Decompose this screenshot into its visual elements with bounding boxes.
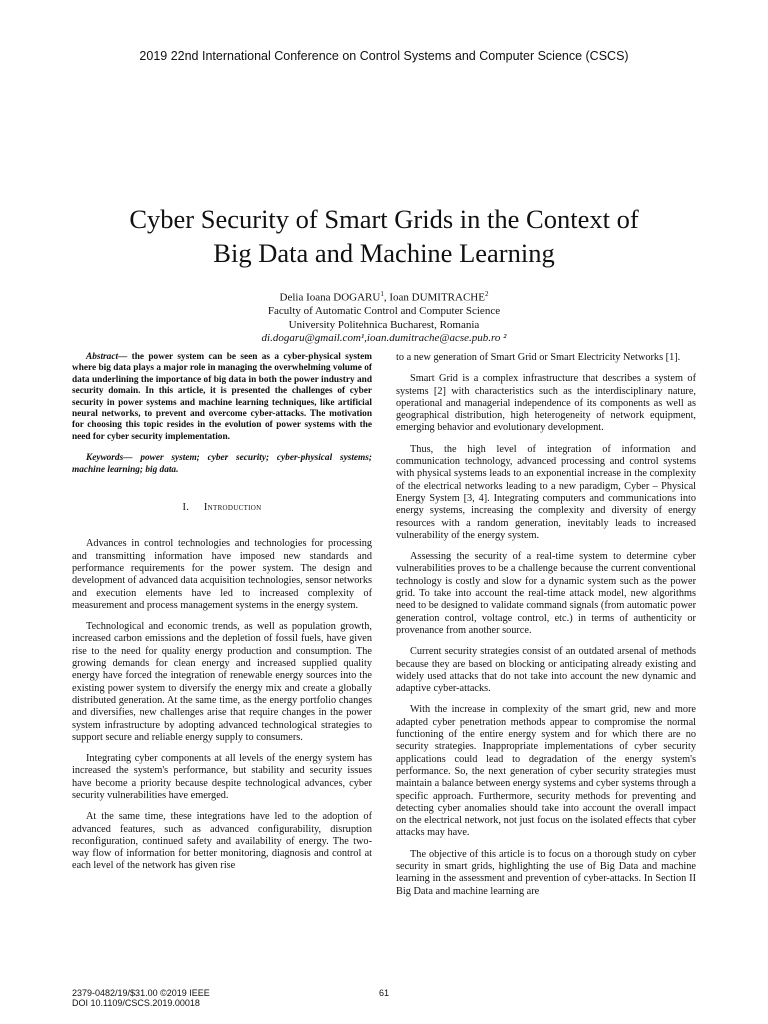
- affiliation-faculty: Faculty of Automatic Control and Computer Science: [267, 305, 501, 318]
- keywords-text: power system; cyber security; cyber-physical systems; machine learning; big data.: [72, 453, 372, 475]
- right-paragraph-2: Thus, the high level of integration of information and communication technology, advanced processing and control systems with physical systems leads to an exponential increase in the complexity of the electrical networks leading to a new paradigm, Cyber – Physical Energy System [3, 4]. Integrating computers and communications into energy systems, increasing the complexity and diversity of energy resources with a random generation, inevitably leads to increased vulnerability of the energy system.: [396, 443, 696, 541]
- intro-paragraph-4: At the same time, these integrations have led to the adoption of advanced features, such as advanced configurability, disruption reconfiguration, continued safety and availability of energy. The two-way flow of information for better monitoring, diagnosis and control at each level of the network has given rise: [72, 811, 372, 872]
- right-paragraph-3: Assessing the security of a real-time system to determine cyber vulnerabilities proves to be a challenge because the current conventional technology is costly and slow for a dynamic system such as the power grid. To take into account the real-time attack model, new algorithms need to be designed to validate command signals (from automatic power generation control, voltage control, etc.) in terms of authenticity or provenance from another source.: [396, 551, 696, 636]
- paper-title-line-1: Cyber Security of Smart Grids in the Context of: [129, 204, 639, 234]
- abstract-lead: Abstract—: [86, 352, 128, 362]
- right-paragraph-6: The objective of this article is to focus on a thorough study on cyber security in smart grids, highlighting the use of Big Data and machine learning in the assessment and prevention of cyber-attacks. In Section II Big Data and machine learning are: [396, 848, 696, 897]
- abstract-text: the power system can be seen as a cyber-physical system where big data plays a major role in managing the overwhelming volume of data underlining the importance of big data in both the power industry and security domain. In this article, it is presented the challenges of cyber security in power systems and machine learning techniques, like artificial neural networks, to prevent and overcome cyber-attacks. The motivation for choosing this topic resides in the evolution of power systems with the need for cyber security implementation.: [72, 352, 372, 442]
- author-block: [0, 288, 768, 346]
- author-1: Delia Ioana DOGARU: [279, 291, 381, 304]
- author-2-sup: 2: [484, 290, 489, 298]
- page-number: 61: [378, 988, 389, 998]
- keywords-lead: Keywords—: [86, 453, 133, 464]
- keywords: [72, 453, 372, 476]
- footer-issn: 2379-0482/19/$31.00 ©2019 IEEE: [72, 988, 210, 998]
- footer-doi: DOI 10.1109/CSCS.2019.00018: [72, 998, 200, 1008]
- paper-title-line-2: Big Data and Machine Learning: [213, 238, 555, 268]
- right-paragraph-4: Current security strategies consist of an outdated arsenal of methods because they are based on blocking or anticipating already existing and widely used attacks that do not take into account the new dynamic and adaptive cyber-attacks.: [396, 646, 696, 695]
- intro-paragraph-3: Integrating cyber components at all levels of the energy system has increased the system's performance, but stability and security issues have become a priority because despite technological advances, cyber security vulnerabilities have emerged.: [72, 753, 372, 801]
- author-1-sup: 1: [380, 290, 384, 298]
- section-number: I.: [182, 502, 190, 514]
- section-heading-introduction: [72, 502, 372, 514]
- section-title: Introduction: [203, 502, 262, 514]
- right-paragraph-0: to a new generation of Smart Grid or Smart Electricity Networks [1].: [396, 352, 681, 363]
- right-column: [396, 352, 696, 907]
- intro-paragraph-2: Technological and economic trends, as well as population growth, increased carbon emissions and the depletion of fossil fuels, have given rise to the need for quality energy production and consumption. The growing demands for clean energy and increased supplied quality energy have forced the integration of renewable energy sources into the existing power system to diversify the energy mix and create a globally distributed generation. At the same time, as the energy portfolio changes and diversifies, new challenges arise that require changes in the power system infrastructure by adopting advanced technological strategies to support secure and reliable energy supply to consumers.: [72, 621, 372, 743]
- left-column: [72, 352, 372, 882]
- intro-paragraph-1: Advances in control technologies and technologies for processing and transmitting information have imposed new standards and performance requirements for the power system. The design and development of advanced data acquisition technologies, sensor networks and execution elements have led to increased complexity of measurement and process management systems in the energy system.: [72, 538, 372, 611]
- right-paragraph-1: Smart Grid is a complex infrastructure that describes a system of systems [2] with characteristics such as the interdisciplinary nature, operational and managerial independence of its components as well as geographical distribution, high heterogeneity of network equipment, emerging behavior and evolutionary development.: [396, 373, 696, 434]
- abstract: [72, 352, 372, 443]
- right-paragraph-5: With the increase in complexity of the smart grid, new and more adapted cyber penetration methods appear to compromise the normal functioning of the entire energy system and for which there are no security strategies. Inappropriate implementations of cyber security applications could lead to degradation of the energy system's performance. So, the next generation of cyber security strategies must maintain a balance between energy systems and cyber systems through a specific approach. Furthermore, security methods for preventing and detecting cyber anomalies should take into account the overall impact on the electrical network, not just focus on the isolated effects that cyber attacks may have.: [396, 704, 696, 839]
- author-emails: di.dogaru@gmail.com¹,ioan.dumitrache@acse.pub.ro ²: [261, 332, 507, 345]
- conference-header: 2019 22nd International Conference on Control Systems and Computer Science (CSCS): [139, 49, 629, 63]
- author-2: Ioan DUMITRACHE: [389, 291, 485, 304]
- author-separator: ,: [383, 291, 390, 304]
- affiliation-university: University Politehnica Bucharest, Romania: [288, 318, 480, 331]
- author-names: [0, 288, 768, 305]
- paper-title: [60, 202, 708, 270]
